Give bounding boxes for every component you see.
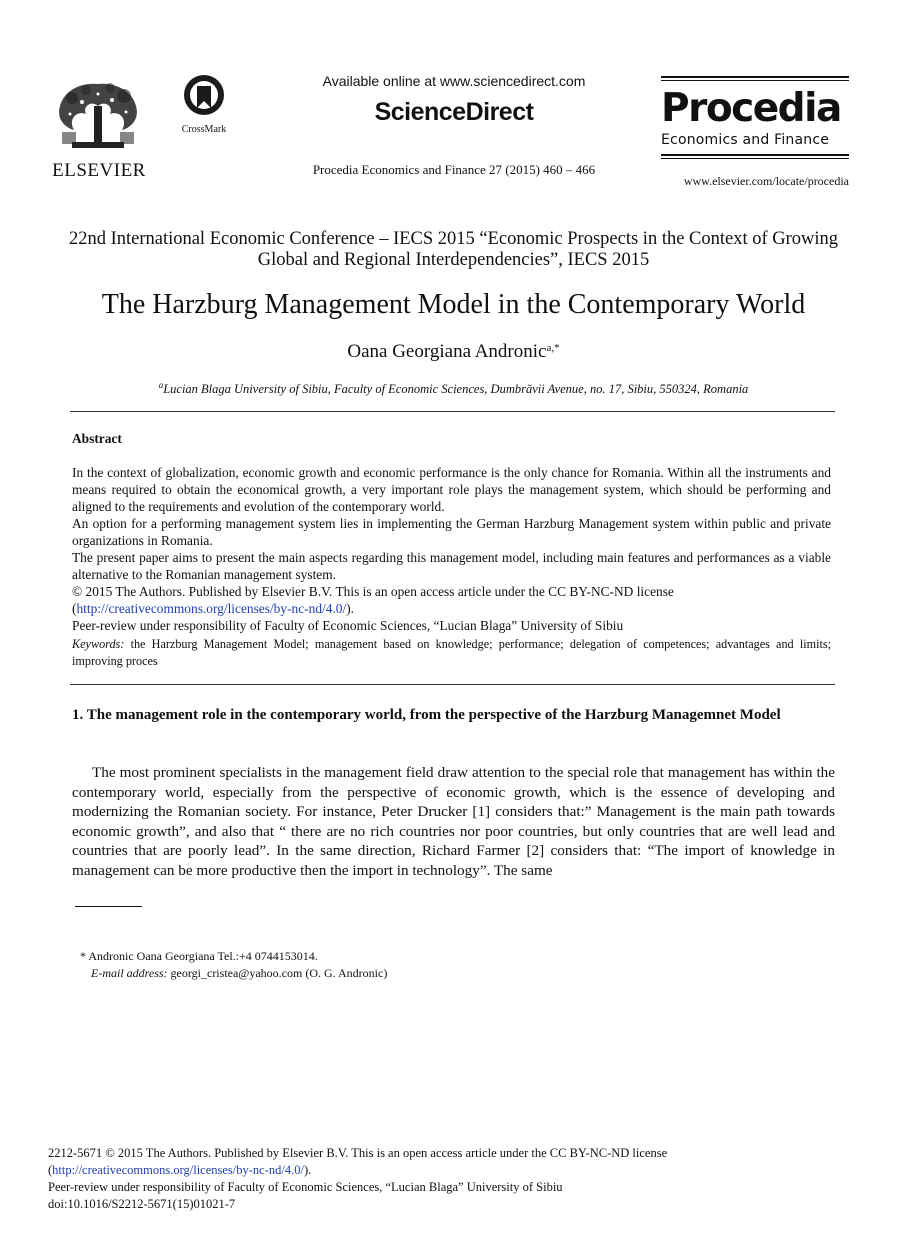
procedia-rule (661, 154, 849, 156)
affiliation-mark: a (158, 380, 164, 390)
email-address[interactable]: georgi_cristea@yahoo.com (O. G. Andronic) (170, 966, 388, 980)
sciencedirect-logo[interactable]: ScienceDirect (374, 98, 534, 126)
procedia-url-link[interactable]: www.elsevier.com/locate/procedia (683, 174, 849, 188)
footer-doi[interactable]: doi:10.1016/S2212-5671(15)01021-7 (48, 1197, 236, 1211)
procedia-subtitle: Economics and Finance (661, 132, 830, 148)
peer-review-note: Peer-review under responsibility of Faculty of Economic Sciences, “Lucian Blaga” University of Sibiu (72, 618, 624, 633)
abstract-paragraph: An option for a performing management system lies in implementing the German Harzburg Management system within public and private organizations in Romania. (72, 516, 831, 548)
affiliation (40, 380, 867, 397)
footer-peer-review: Peer-review under responsibility of Faculty of Economic Sciences, “Lucian Blaga” University of Sibiu (48, 1180, 563, 1194)
procedia-name: Procedia (661, 86, 841, 131)
divider (70, 684, 835, 685)
publisher-wordmark: ELSEVIER (52, 160, 146, 181)
footer-license-link[interactable]: http://creativecommons.org/licenses/by-nc-nd/4.0/ (52, 1163, 304, 1177)
author-marks: a,* (546, 342, 560, 354)
copyright-notice: © 2015 The Authors. Published by Elsevier B.V. This is an open access article under the CC BY-NC-ND license (72, 584, 674, 599)
license-line: (http://creativecommons.org/licenses/by-nc-nd/4.0/). (72, 601, 355, 616)
abstract-paragraph: The present paper aims to present the main aspects regarding this management model, including main features and performances as a viable alternative to the Romanian management system. (72, 550, 831, 582)
footer-issn: 2212-5671 © 2015 The Authors. Published by Elsevier B.V. This is an open access article under the CC BY-NC-ND license (48, 1146, 668, 1160)
procedia-journal-logo[interactable] (661, 76, 849, 189)
elsevier-logo[interactable] (52, 76, 146, 181)
keywords-text: the Harzburg Management Model; management based on knowledge; performance; delegation of competences; advantages and limits; improving proces (72, 637, 831, 668)
procedia-rule (661, 80, 849, 82)
abstract-heading: Abstract (72, 431, 122, 446)
paper-title: The Harzburg Management Model in the Contemporary World (101, 289, 806, 320)
footer-license-line: (http://creativecommons.org/licenses/by-nc-nd/4.0/). (48, 1163, 312, 1177)
journal-reference: Procedia Economics and Finance 27 (2015) 460 – 466 (312, 162, 596, 177)
crossmark-label: CrossMark (181, 124, 227, 135)
keywords-label: Keywords: (72, 637, 125, 651)
author-line (40, 341, 867, 363)
keywords (72, 636, 831, 670)
abstract-paragraph: In the context of globalization, economic growth and economic performance is the only chance for Romania. Within all the instruments and means required to obtain the economical growth, a very important role plays the management system, which should be performing and aligned to the requirements and evolution of the contemporary world. (72, 465, 831, 514)
license-link[interactable]: http://creativecommons.org/licenses/by-nc-nd/4.0/ (76, 601, 347, 616)
elsevier-tree-icon (52, 76, 144, 154)
procedia-rule (661, 158, 849, 160)
body-paragraph: The most prominent specialists in the management field draw attention to the special role that management has within the contemporary world, especially from the perspective of economic growth, which is the essence of developing and modernizing the Romanian society. For instance, Peter Drucker [1] considers that:” Management is the main path towards economic growth”, and also that “ there are no rich countries nor poor countries, but only countries that are well lead and countries that are poorly lead”. In the same direction, Richard Farmer [2] considers that: “The import of knowledge in management can be more productive then the import in technology”. The same (72, 764, 835, 879)
footnote-rule (75, 906, 142, 907)
author-name: Oana Georgiana Andronic (347, 341, 547, 362)
corresponding-author-footnote: * Andronic Oana Georgiana Tel.:+4 0744153014. (80, 949, 318, 963)
email-footnote (91, 966, 387, 981)
email-label: E-mail address: (91, 966, 168, 980)
available-online-link[interactable]: Available online at www.sciencedirect.com (322, 73, 586, 89)
conference-name: 22nd International Economic Conference – IECS 2015 “Economic Prospects in the Context of Growing Global and Regional Interdependencies”, IECS 2015 (68, 229, 839, 270)
affiliation-text: Lucian Blaga University of Sibiu, Faculty of Economic Sciences, Dumbrăvii Avenue, no. 17, Sibiu, 550324, Romania (163, 382, 749, 397)
divider (70, 411, 835, 412)
procedia-rule (661, 76, 849, 78)
section-heading: 1. The management role in the contemporary world, from the perspective of the Harzburg Managemnet Model (72, 707, 781, 723)
